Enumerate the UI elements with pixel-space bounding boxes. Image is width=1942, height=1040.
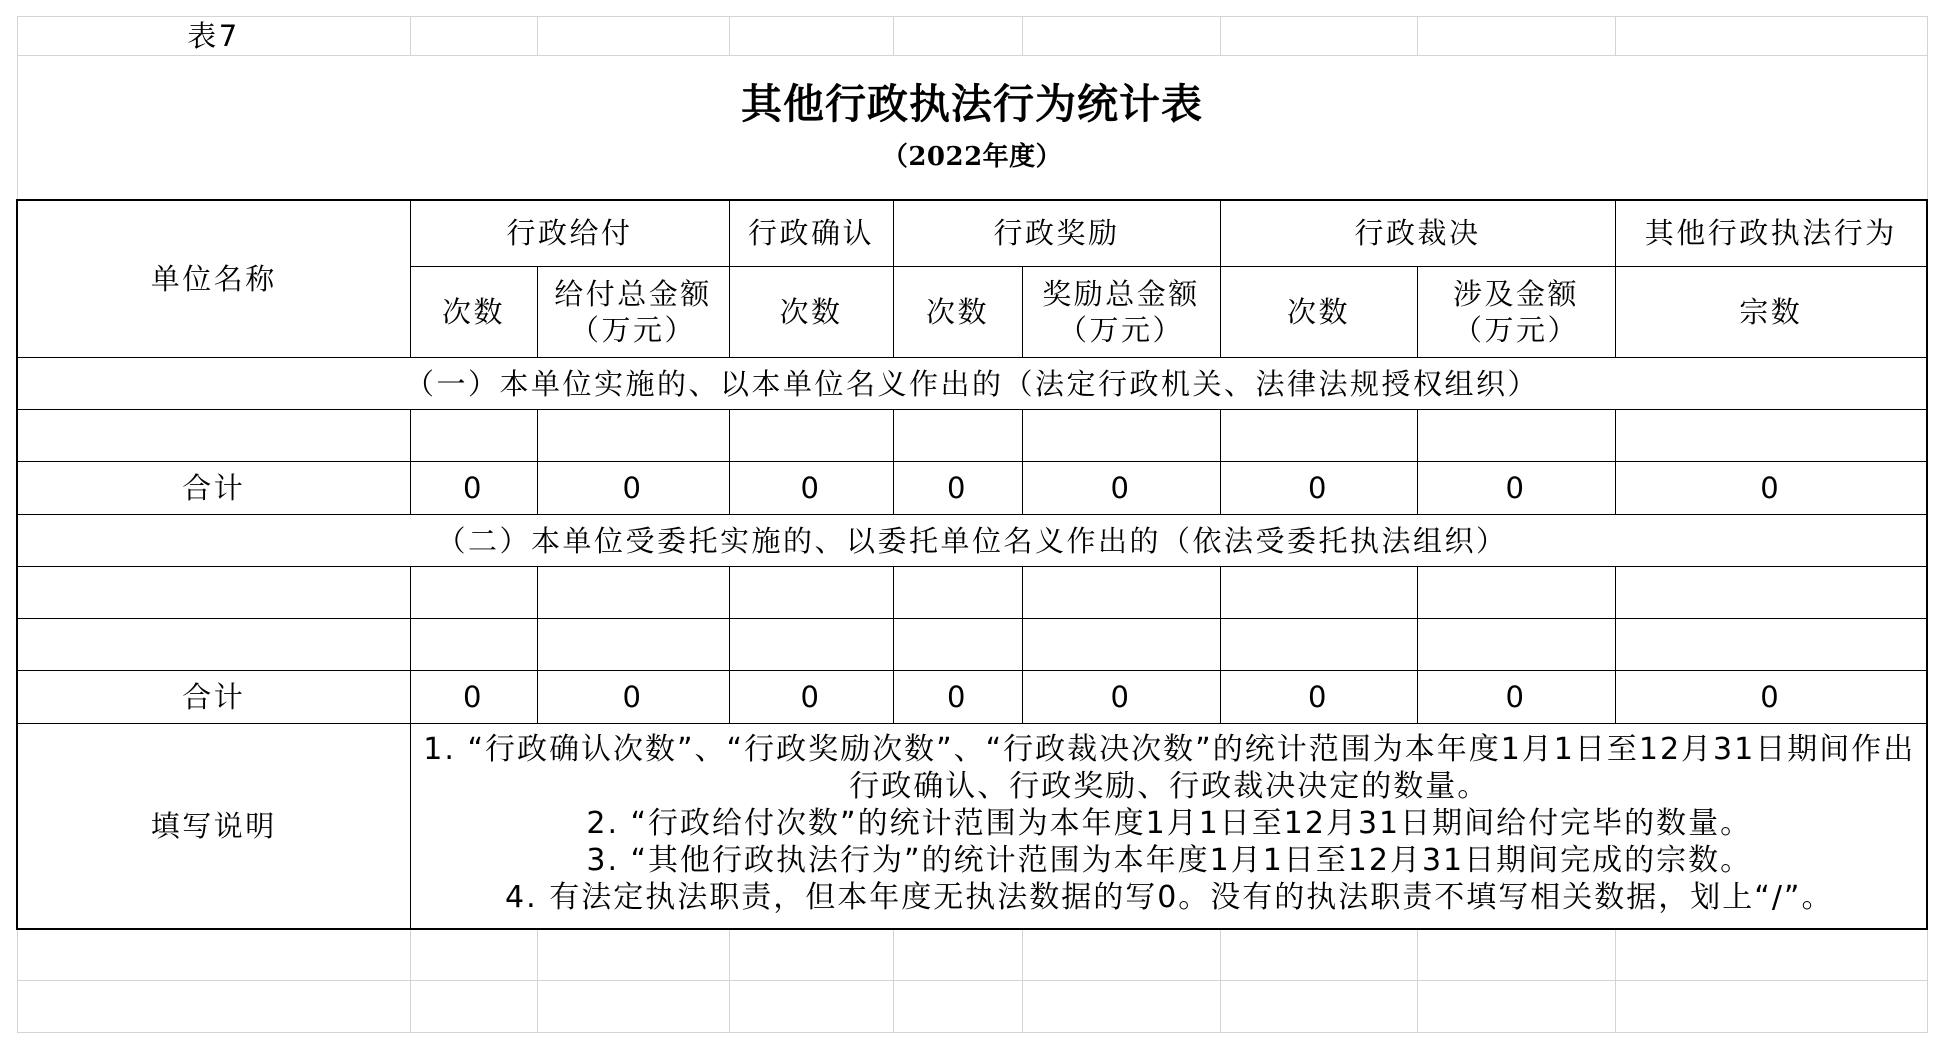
- empty-cell: [410, 567, 537, 619]
- subheader-adjudication-amount: [1417, 267, 1615, 358]
- subheader-payment-count: 次数: [410, 267, 537, 358]
- total-label: 合计: [17, 462, 410, 515]
- header-group-administrative-payment: 行政给付: [410, 200, 729, 267]
- statistics-sheet: [16, 16, 1928, 1033]
- empty-cell: [17, 410, 410, 462]
- empty-cell: [1022, 619, 1220, 671]
- grid-cell: [1220, 929, 1417, 981]
- sheet-label: 表7: [17, 17, 410, 56]
- section-label: （二）本单位受委托实施的、以委托单位名义作出的（依法受委托执法组织）: [17, 515, 1927, 567]
- empty-cell: [537, 567, 729, 619]
- empty-cell: [410, 619, 537, 671]
- header-unit-name: 单位名称: [17, 200, 410, 358]
- empty-cell: [410, 410, 537, 462]
- grid-cell: [893, 981, 1022, 1033]
- total-cell: 0: [893, 462, 1022, 515]
- grid-cell: [1022, 981, 1220, 1033]
- grid-cell: [17, 929, 410, 981]
- grid-cell: [410, 17, 537, 56]
- empty-cell: [17, 619, 410, 671]
- sheet-label-row: [17, 17, 1927, 56]
- empty-cell: [729, 567, 893, 619]
- subheader-label: 涉及金额: [1452, 277, 1579, 311]
- header-row-groups: [17, 200, 1927, 267]
- subheader-unit: （万元）: [1452, 313, 1579, 347]
- total-cell: 0: [410, 671, 537, 724]
- notes-list: [411, 725, 1927, 926]
- table-row: [17, 619, 1927, 671]
- title-cell: [17, 56, 1927, 200]
- subheader-label: 奖励总金额: [1042, 277, 1200, 311]
- table-title: 其他行政执法行为统计表: [741, 80, 1203, 129]
- table-subtitle: （2022年度）: [881, 142, 1063, 173]
- section-row: [17, 515, 1927, 567]
- empty-cell: [1220, 410, 1417, 462]
- note-item: 1. “行政确认次数”、“行政奖励次数”、“行政裁决次数”的统计范围为本年度1月1日至12月31日期间作出行政确认、行政奖励、行政裁决决定的数量。: [423, 732, 1916, 805]
- subheader-unit: （万元）: [1057, 313, 1184, 347]
- note-item: 4. 有法定执法职责，但本年度无执法数据的写0。没有的执法职责不填写相关数据，划上“/”。: [505, 880, 1834, 916]
- grid-cell: [1022, 929, 1220, 981]
- empty-cell: [1417, 567, 1615, 619]
- empty-cell: [537, 619, 729, 671]
- header-group-administrative-reward: 行政奖励: [893, 200, 1220, 267]
- grid-cell: [1615, 929, 1927, 981]
- subheader-payment-amount: [537, 267, 729, 358]
- empty-cell: [1615, 619, 1927, 671]
- subheader-confirmation-count: 次数: [729, 267, 893, 358]
- grid-cell: [1220, 981, 1417, 1033]
- grid-cell: [17, 981, 410, 1033]
- total-cell: 0: [729, 462, 893, 515]
- grid-cell: [1220, 17, 1417, 56]
- empty-cell: [1220, 619, 1417, 671]
- note-item: 3. “其他行政执法行为”的统计范围为本年度1月1日至12月31日期间完成的宗数。: [586, 843, 1753, 879]
- total-cell: 0: [537, 462, 729, 515]
- empty-cell: [1022, 410, 1220, 462]
- empty-cell: [729, 619, 893, 671]
- total-cell: 0: [1220, 462, 1417, 515]
- section-row: [17, 358, 1927, 410]
- subheader-other-cases: 宗数: [1615, 267, 1927, 358]
- total-cell: 0: [893, 671, 1022, 724]
- section-label: （一）本单位实施的、以本单位名义作出的（法定行政机关、法律法规授权组织）: [17, 358, 1927, 410]
- header-group-administrative-confirmation: 行政确认: [729, 200, 893, 267]
- table-row: [17, 567, 1927, 619]
- total-label: 合计: [17, 671, 410, 724]
- grid-cell: [1417, 929, 1615, 981]
- subheader-reward-amount: [1022, 267, 1220, 358]
- subheader-reward-count: 次数: [893, 267, 1022, 358]
- grid-cell: [1417, 17, 1615, 56]
- total-row: [17, 462, 1927, 515]
- empty-cell: [893, 619, 1022, 671]
- grid-cell: [729, 929, 893, 981]
- empty-cell: [537, 410, 729, 462]
- notes-cell: [410, 724, 1927, 929]
- subheader-adjudication-count: 次数: [1220, 267, 1417, 358]
- empty-cell: [1417, 410, 1615, 462]
- grid-cell: [537, 981, 729, 1033]
- table-row: [17, 410, 1927, 462]
- empty-cell: [1615, 410, 1927, 462]
- grid-cell: [729, 17, 893, 56]
- empty-cell: [17, 567, 410, 619]
- title-row: [17, 56, 1927, 200]
- subheader-label: 给付总金额: [554, 277, 712, 311]
- total-cell: 0: [537, 671, 729, 724]
- notes-row: [17, 724, 1927, 929]
- grid-cell: [537, 929, 729, 981]
- total-cell: 0: [1615, 462, 1927, 515]
- grid-cell: [537, 17, 729, 56]
- total-cell: 0: [729, 671, 893, 724]
- total-cell: 0: [1417, 462, 1615, 515]
- total-cell: 0: [1022, 462, 1220, 515]
- total-cell: 0: [1220, 671, 1417, 724]
- note-item: 2. “行政给付次数”的统计范围为本年度1月1日至12月31日期间给付完毕的数量。: [586, 806, 1753, 842]
- grid-cell: [893, 929, 1022, 981]
- total-cell: 0: [1417, 671, 1615, 724]
- empty-cell: [893, 410, 1022, 462]
- grid-cell: [893, 17, 1022, 56]
- grid-row: [17, 981, 1927, 1033]
- grid-row: [17, 929, 1927, 981]
- empty-cell: [729, 410, 893, 462]
- grid-cell: [1615, 981, 1927, 1033]
- grid-cell: [410, 981, 537, 1033]
- grid-cell: [729, 981, 893, 1033]
- empty-cell: [893, 567, 1022, 619]
- grid-cell: [410, 929, 537, 981]
- total-cell: 0: [1022, 671, 1220, 724]
- grid-cell: [1615, 17, 1927, 56]
- header-group-administrative-adjudication: 行政裁决: [1220, 200, 1615, 267]
- empty-cell: [1615, 567, 1927, 619]
- grid-cell: [1022, 17, 1220, 56]
- total-cell: 0: [1615, 671, 1927, 724]
- notes-label: 填写说明: [17, 724, 410, 929]
- subheader-unit: （万元）: [569, 313, 696, 347]
- empty-cell: [1417, 619, 1615, 671]
- total-cell: 0: [410, 462, 537, 515]
- grid-cell: [1417, 981, 1615, 1033]
- header-group-other-enforcement: 其他行政执法行为: [1615, 200, 1927, 267]
- empty-cell: [1022, 567, 1220, 619]
- empty-cell: [1220, 567, 1417, 619]
- total-row: [17, 671, 1927, 724]
